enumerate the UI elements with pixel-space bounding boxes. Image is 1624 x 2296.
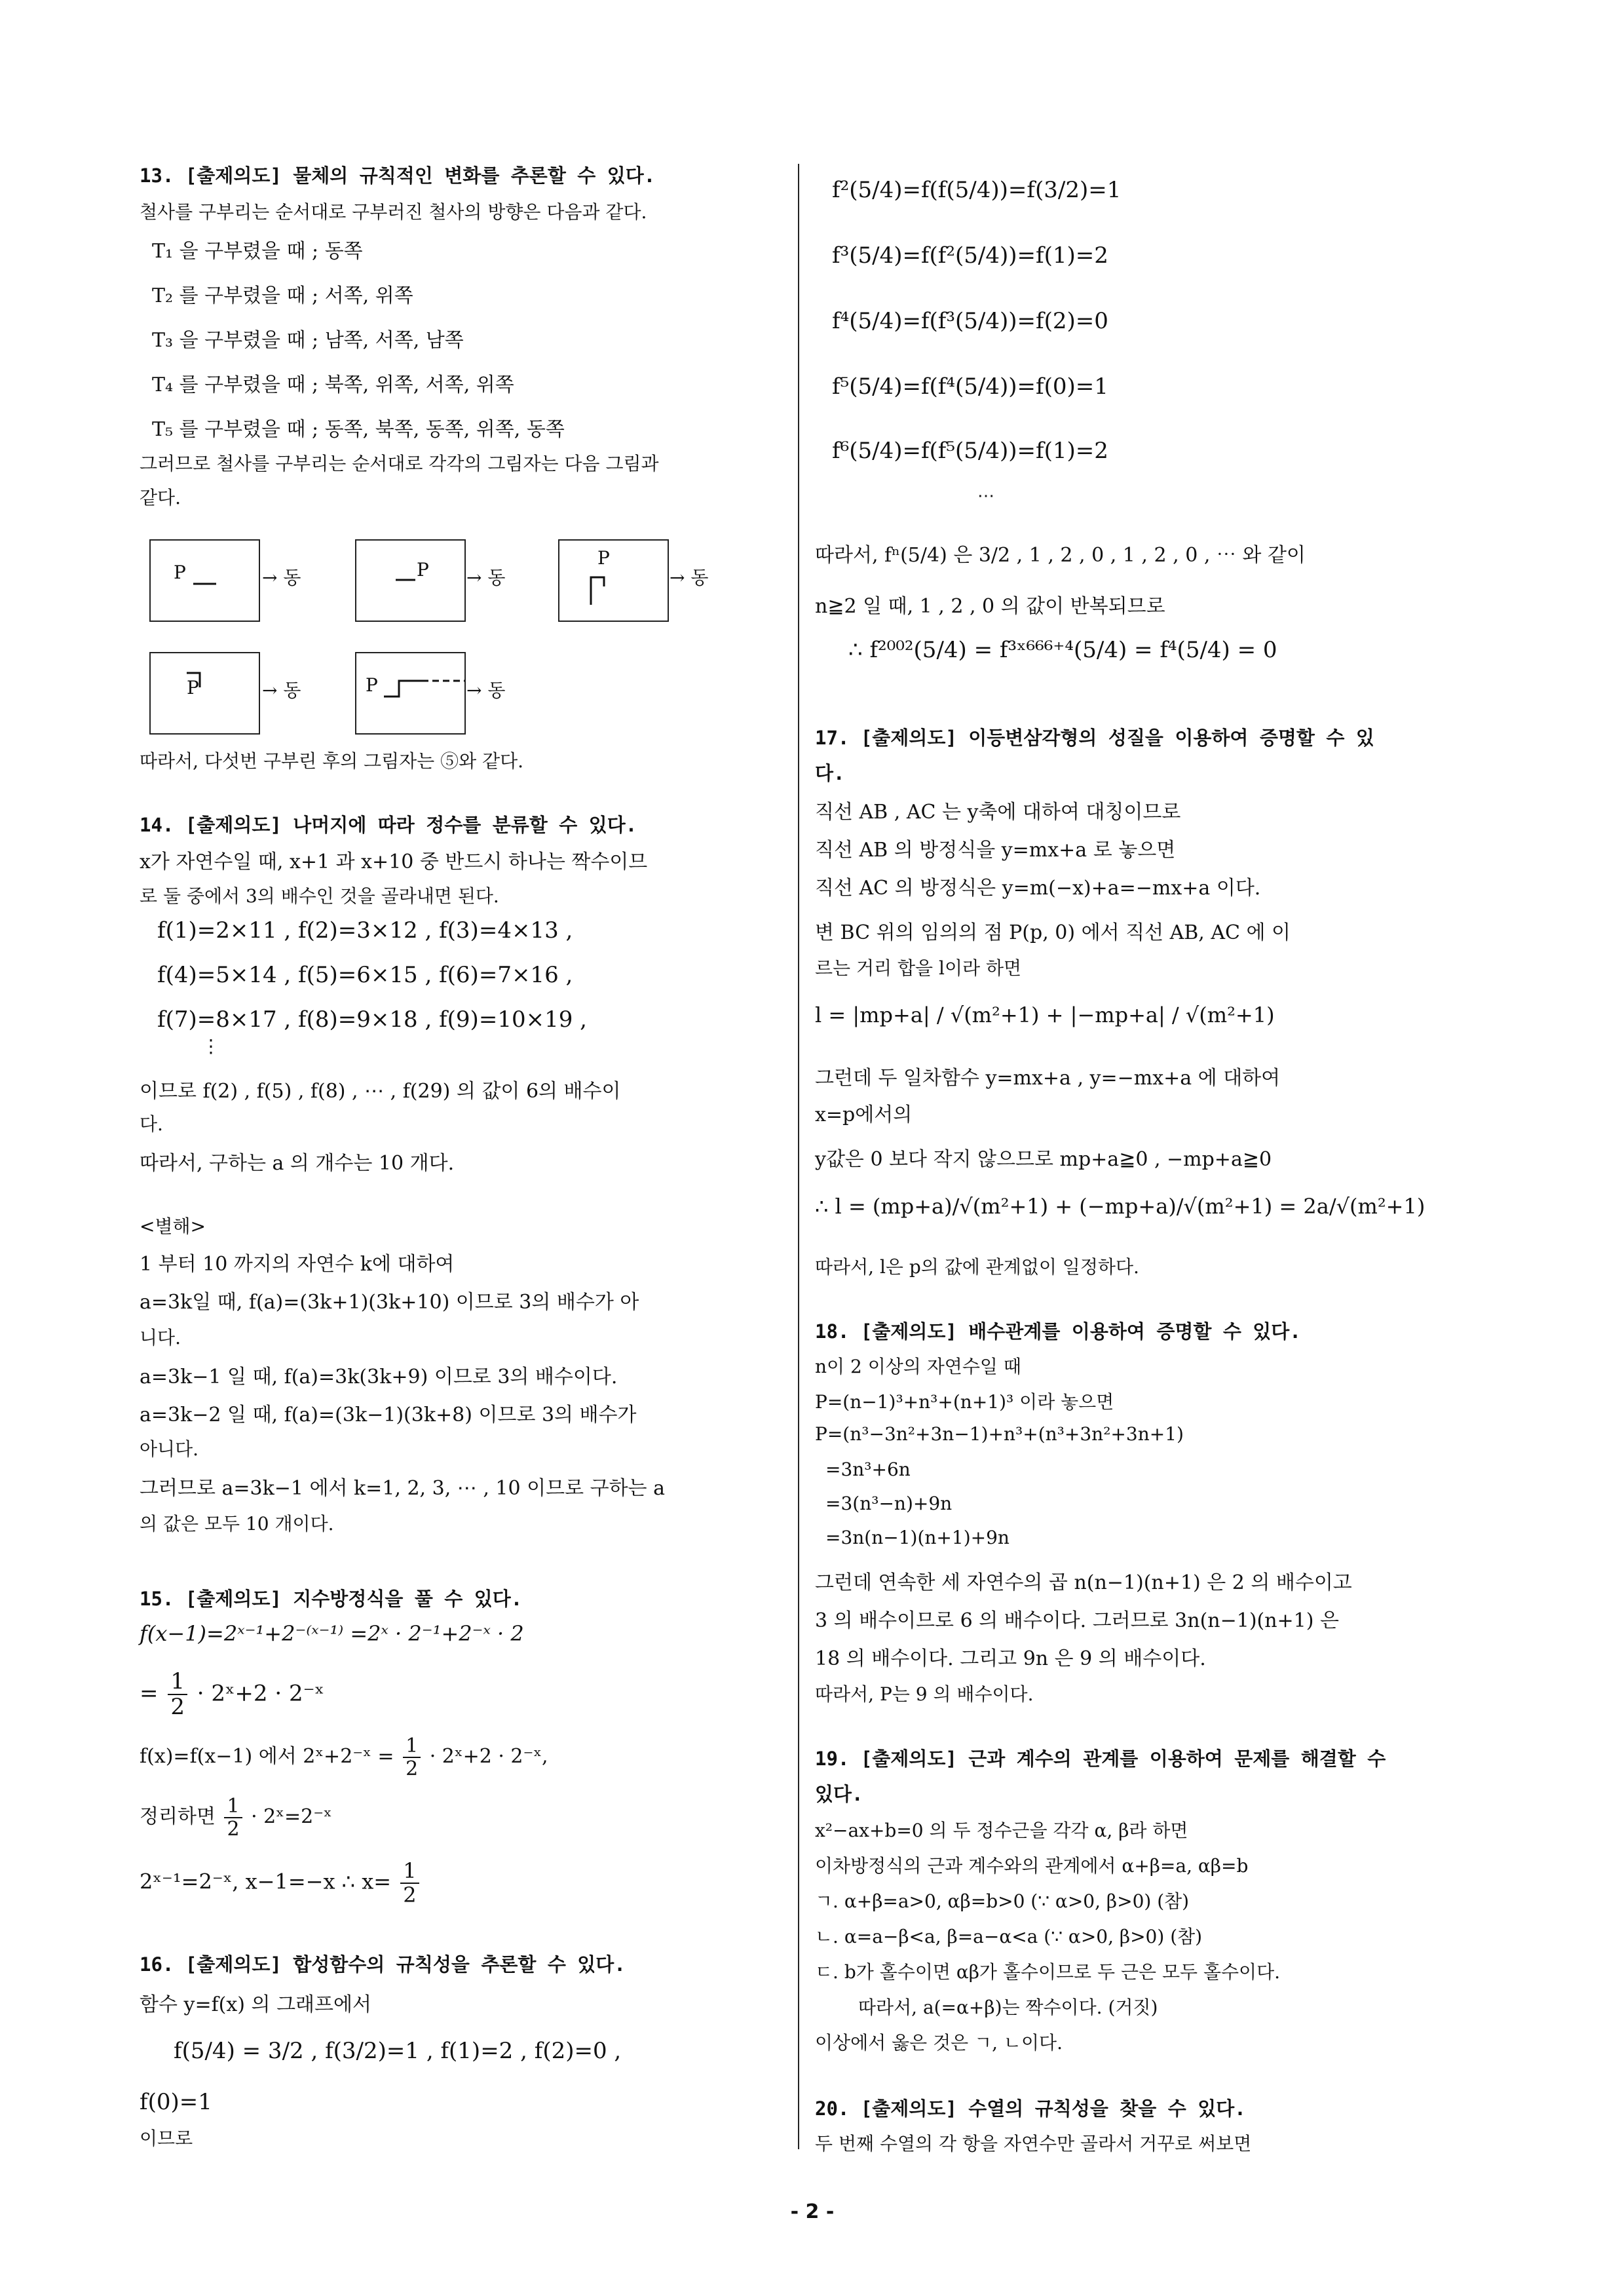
q13-intro: 철사를 구부리는 순서대로 구부러진 철사의 방향은 다음과 같다.	[140, 201, 647, 223]
q15-e4	[140, 1795, 332, 1840]
q14-a2: a=3k일 때, f(a)=(3k+1)(3k+10) 이므로 3의 배수가 아	[140, 1291, 639, 1314]
q15-half: $\frac{1}{2}$	[224, 1795, 242, 1840]
q16-l4: 이므로	[140, 2128, 193, 2149]
q15-e2	[140, 1670, 324, 1720]
q14-l2: 로 둘 중에서 3의 배수인 것을 골라내면 된다.	[140, 885, 499, 907]
q13-text3: 같다.	[140, 487, 181, 508]
q18-l5: =3(n³−n)+9n	[825, 1493, 953, 1514]
q17-l1: 직선 AB , AC 는 y축에 대하여 대칭이므로	[815, 801, 1181, 824]
fig-label-p: P	[417, 559, 429, 581]
q18-l10: 따라서, P는 9 의 배수이다.	[815, 1683, 1034, 1705]
q13-text2: 그러므로 철사를 구부리는 순서대로 각각의 그림자는 다음 그림과	[140, 453, 659, 474]
q14-a6: 아니다.	[140, 1438, 199, 1460]
q17-l8: x=p에서의	[815, 1103, 913, 1126]
q16-r2: f³(5/4)=f(f²(5/4))=f(1)=2	[832, 242, 1108, 269]
q18-l2: P=(n−1)³+n³+(n+1)³ 이라 놓으면	[815, 1391, 1114, 1413]
q15-e5-pre: 2ˣ⁻¹=2⁻ˣ, x−1=−x ∴ x=	[140, 1869, 392, 1894]
q19-l4: ㄴ. α=a−β<a, β=a−α<a (∵ α>0, β>0) (참)	[815, 1926, 1203, 1947]
q15-e1: f(x−1)=2ˣ⁻¹+2⁻⁽ˣ⁻¹⁾ =2ˣ · 2⁻¹+2⁻ˣ · 2	[140, 1621, 524, 1646]
q19-title-2: 있다.	[815, 1783, 863, 1805]
q14-title: 14. [출제의도] 나머지에 따라 정수를 분류할 수 있다.	[140, 814, 637, 836]
q14-l3: 이므로 f(2) , f(5) , f(8) , ⋯ , f(29) 의 값이 6의 배수이	[140, 1080, 621, 1103]
q19-l3: ㄱ. α+β=a>0, αβ=b>0 (∵ α>0, β>0) (참)	[815, 1890, 1190, 1912]
q17-title-2: 다.	[815, 762, 845, 784]
q14-l1: x가 자연수일 때, x+1 과 x+10 중 반드시 하나는 짝수이므	[140, 851, 648, 873]
fig-arrow-5: → 동	[466, 679, 506, 701]
q16-r1: f²(5/4)=f(f(5/4))=f(3/2)=1	[832, 177, 1122, 203]
q15-title: 15. [출제의도] 지수방정식을 풀 수 있다.	[140, 1588, 523, 1610]
q19-title-1: 19. [출제의도] 근과 계수의 관계를 이용하여 문제를 해결할 수	[815, 1748, 1386, 1770]
q19-l6: 따라서, a(=α+β)는 짝수이다. (거짓)	[858, 1997, 1158, 2018]
fig-arrow-1: → 동	[262, 567, 301, 588]
q13-step-2: T₂ 를 구부렸을 때 ; 서쪽, 위쪽	[152, 284, 413, 307]
q15-half: $\frac{1}{2}$	[403, 1735, 421, 1780]
q18-title: 18. [출제의도] 배수관계를 이용하여 증명할 수 있다.	[815, 1320, 1301, 1343]
q14-f1: f(1)=2×11 , f(2)=3×12 , f(3)=4×13 ,	[157, 917, 573, 944]
q16-l1: 함수 y=f(x) 의 그래프에서	[140, 1993, 371, 2016]
q14-a1: 1 부터 10 까지의 자연수 k에 대하여	[140, 1253, 455, 1276]
q17-l3: 직선 AC 의 방정식은 y=m(−x)+a=−mx+a 이다.	[815, 877, 1261, 900]
q17-l4: 변 BC 위의 임의의 점 P(p, 0) 에서 직선 AB, AC 에 이	[815, 921, 1291, 944]
q13-step-3: T₃ 을 구부렸을 때 ; 남쪽, 서쪽, 남쪽	[152, 329, 464, 352]
q14-a7: 그러므로 a=3k−1 에서 k=1, 2, 3, ⋯ , 10 이므로 구하는 a	[140, 1477, 665, 1500]
q15-e3-post: · 2ˣ+2 · 2⁻ˣ,	[429, 1745, 548, 1768]
q14-a5: a=3k−2 일 때, f(a)=(3k−1)(3k+8) 이므로 3의 배수가	[140, 1404, 637, 1426]
q17-l10: ∴ l = (mp+a)/√(m²+1) + (−mp+a)/√(m²+1) = 2a/√(m²+1)	[815, 1194, 1426, 1219]
column-divider	[798, 164, 799, 2149]
q18-l8: 3 의 배수이므로 6 의 배수이다. 그러므로 3n(n−1)(n+1) 은	[815, 1609, 1339, 1632]
q15-e3	[140, 1735, 548, 1780]
q18-l9: 18 의 배수이다. 그리고 9n 은 9 의 배수이다.	[815, 1647, 1206, 1670]
q13-step-1: T₁ 을 구부렸을 때 ; 동쪽	[152, 240, 363, 263]
q14-a3: 니다.	[140, 1327, 181, 1349]
q16-r6: 따라서, fⁿ(5/4) 은 3/2 , 1 , 2 , 0 , 1 , 2 , 0 , ⋯ 와 같이	[815, 544, 1306, 567]
q15-half: $\frac{1}{2}$	[168, 1670, 187, 1720]
q18-l1: n이 2 이상의 자연수일 때	[815, 1356, 1021, 1377]
q14-a8: 의 값은 모두 10 개이다.	[140, 1513, 334, 1535]
fig-arrow-3: → 동	[670, 567, 709, 588]
q19-l2: 이차방정식의 근과 계수와의 관계에서 α+β=a, αβ=b	[815, 1855, 1249, 1877]
q15-e3-pre: f(x)=f(x−1) 에서 2ˣ+2⁻ˣ =	[140, 1745, 394, 1768]
q18-l3: P=(n³−3n²+3n−1)+n³+(n³+3n²+3n+1)	[815, 1423, 1184, 1445]
q14-l4: 다.	[140, 1113, 163, 1135]
fig-arrow-2: → 동	[466, 567, 506, 588]
q15-e2-eq: =	[140, 1680, 159, 1707]
shadow-figure-1	[149, 539, 260, 622]
q14-a4: a=3k−1 일 때, f(a)=3k(3k+9) 이므로 3의 배수이다.	[140, 1366, 618, 1388]
q14-vdots: ⋮	[202, 1035, 220, 1057]
q14-f2: f(4)=5×14 , f(5)=6×15 , f(6)=7×16 ,	[157, 962, 573, 988]
q17-l6: l = |mp+a| / √(m²+1) + |−mp+a| / √(m²+1)	[815, 1003, 1275, 1027]
q19-l7: 이상에서 옳은 것은 ㄱ, ㄴ이다.	[815, 2032, 1063, 2054]
q20-title: 20. [출제의도] 수열의 규칙성을 찾을 수 있다.	[815, 2097, 1246, 2120]
q16-title: 16. [출제의도] 합성함수의 규칙성을 추론할 수 있다.	[140, 1953, 626, 1976]
q17-title-1: 17. [출제의도] 이등변삼각형의 성질을 이용하여 증명할 수 있	[815, 727, 1374, 749]
q17-l11: 따라서, l은 p의 값에 관계없이 일정하다.	[815, 1256, 1139, 1278]
q18-l4: =3n³+6n	[825, 1459, 911, 1480]
fig-arrow-4: → 동	[262, 679, 301, 701]
q17-l2: 직선 AB 의 방정식을 y=mx+a 로 놓으면	[815, 839, 1176, 862]
q14-l5: 따라서, 구하는 a 의 개수는 10 개다.	[140, 1152, 455, 1175]
q18-l6: =3n(n−1)(n+1)+9n	[825, 1527, 1010, 1548]
q16-r8: ∴ f²⁰⁰²(5/4) = f³ˣ⁶⁶⁶⁺⁴(5/4) = f⁴(5/4) = 0	[848, 637, 1277, 663]
q15-e2-rest: · 2ˣ+2 · 2⁻ˣ	[197, 1680, 324, 1707]
q17-l7: 그런데 두 일차함수 y=mx+a , y=−mx+a 에 대하여	[815, 1067, 1281, 1090]
fig-label-p: P	[366, 674, 378, 696]
q14-alt: <별해>	[140, 1215, 206, 1237]
q15-e4-post: · 2ˣ=2⁻ˣ	[251, 1805, 332, 1828]
q15-e4-pre: 정리하면	[140, 1805, 216, 1828]
page-number: - 2 -	[790, 2200, 835, 2223]
q17-l5: 르는 거리 합을 l이라 하면	[815, 957, 1022, 979]
q19-l5: ㄷ. b가 홀수이면 αβ가 홀수이므로 두 근은 모두 홀수이다.	[815, 1961, 1281, 1983]
fig-label-p: P	[187, 677, 199, 698]
q20-l1: 두 번째 수열의 각 항을 자연수만 골라서 거꾸로 써보면	[815, 2133, 1252, 2154]
q16-r4: f⁵(5/4)=f(f⁴(5/4))=f(0)=1	[832, 373, 1108, 400]
q16-dots: ⋯	[977, 486, 994, 506]
q16-r3: f⁴(5/4)=f(f³(5/4))=f(2)=0	[832, 308, 1108, 334]
q15-e5	[140, 1860, 422, 1907]
q18-l7: 그런데 연속한 세 자연수의 곱 n(n−1)(n+1) 은 2 의 배수이고	[815, 1571, 1352, 1594]
q13-conclusion: 따라서, 다섯번 구부린 후의 그림자는 ⑤와 같다.	[140, 750, 524, 772]
q16-l2: f(5/4) = 3/2 , f(3/2)=1 , f(1)=2 , f(2)=0 ,	[174, 2038, 622, 2064]
q14-f3: f(7)=8×17 , f(8)=9×18 , f(9)=10×19 ,	[157, 1006, 587, 1033]
q13-title: 13. [출제의도] 물체의 규칙적인 변화를 추론할 수 있다.	[140, 164, 656, 187]
fig-label-p: P	[597, 547, 610, 569]
q15-half: $\frac{1}{2}$	[400, 1860, 419, 1907]
q16-r5: f⁶(5/4)=f(f⁵(5/4))=f(1)=2	[832, 438, 1108, 464]
q16-l3: f(0)=1	[140, 2089, 212, 2115]
q13-step-4: T₄ 를 구부렸을 때 ; 북쪽, 위쪽, 서쪽, 위쪽	[152, 373, 514, 396]
shadow-figure-5	[355, 652, 466, 735]
q16-r7: n≧2 일 때, 1 , 2 , 0 의 값이 반복되므로	[815, 595, 1165, 618]
shadow-figure-4	[149, 652, 260, 735]
q13-step-5: T₅ 를 구부렸을 때 ; 동쪽, 북쪽, 동쪽, 위쪽, 동쪽	[152, 418, 565, 441]
q17-l9: y값은 0 보다 작지 않으므로 mp+a≧0 , −mp+a≧0	[815, 1148, 1272, 1171]
shadow-figure-2	[355, 539, 466, 622]
shadow-figure-3	[558, 539, 669, 622]
fig-label-p: P	[174, 562, 186, 583]
q19-l1: x²−ax+b=0 의 두 정수근을 각각 α, β라 하면	[815, 1820, 1188, 1841]
